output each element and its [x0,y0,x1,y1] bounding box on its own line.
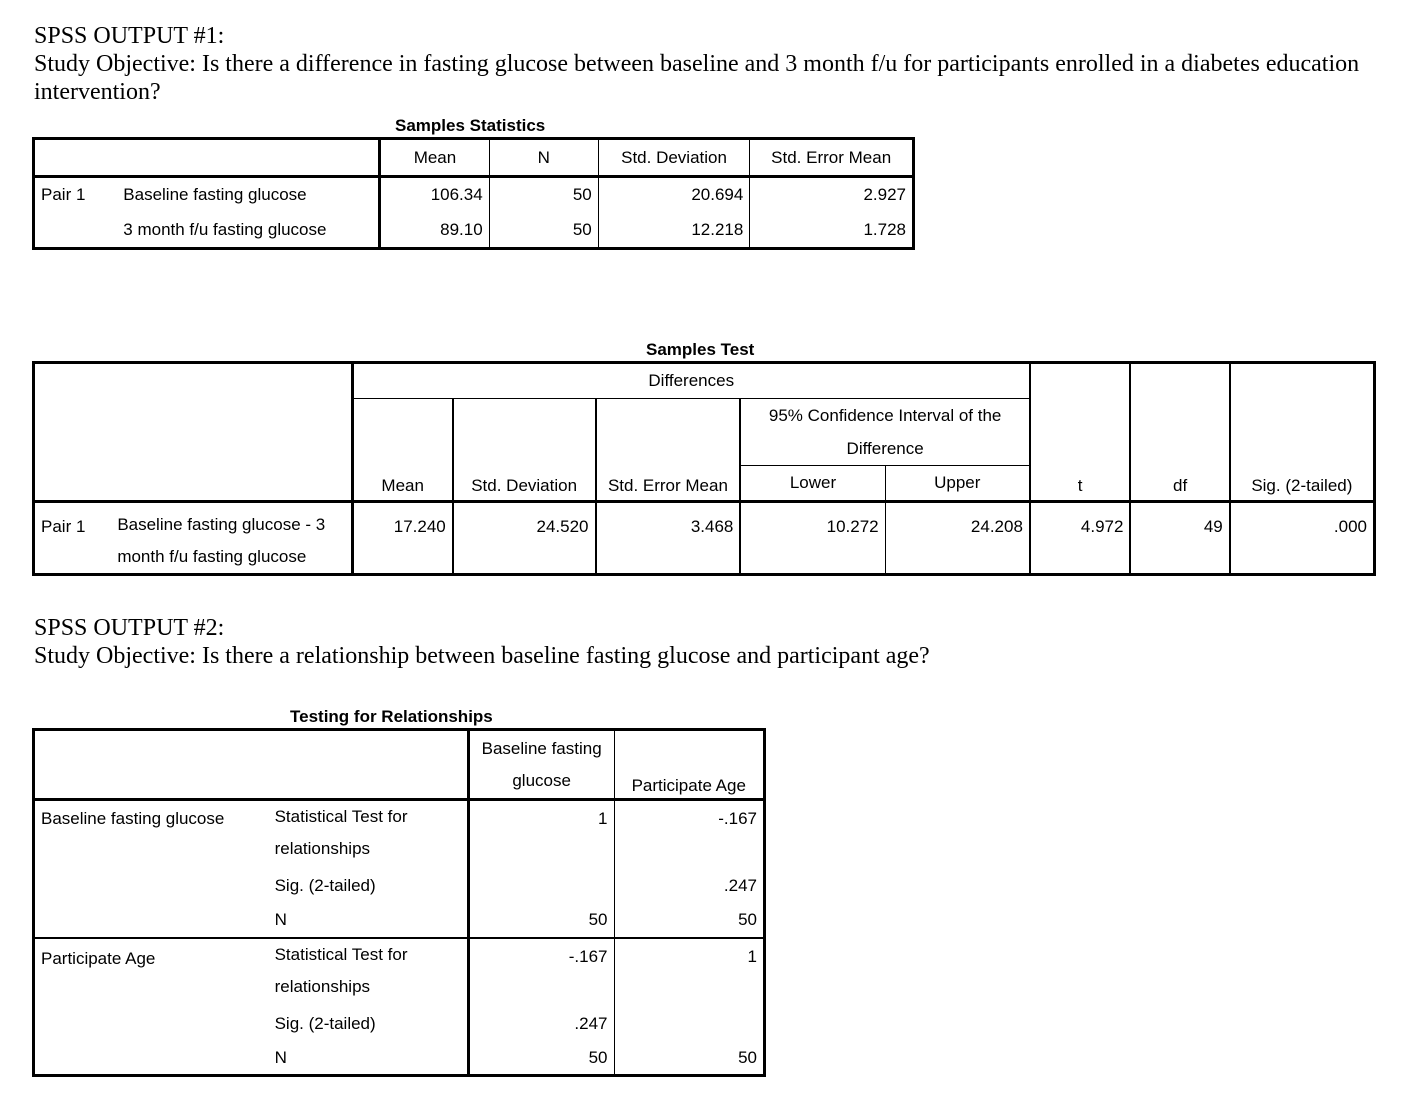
cell-mean: 17.240 [393,517,446,536]
cell-n: 50 [489,177,598,213]
header-std-deviation [453,399,596,502]
header-col1-line1: Baseline fasting [481,738,602,758]
header-baseline-fasting-glucose [468,730,614,800]
output1-objective-line2: intervention? [34,79,161,105]
cell-value [468,868,614,904]
cell-value: 50 [588,1047,608,1067]
ci-header-line2: Difference [846,439,924,458]
cell-n: 50 [489,213,598,249]
row-label-line1: Baseline fasting glucose - 3 [117,515,326,534]
header-col1-line2: glucose [512,770,571,790]
cell-sem: 1.728 [750,213,914,249]
output2-heading: SPSS OUTPUT #2: [34,615,225,641]
relationships-title: Testing for Relationships [290,707,493,726]
output1-heading: SPSS OUTPUT #1: [34,23,225,49]
cell-upper: 24.208 [885,502,1030,575]
samples-statistics-title: Samples Statistics [395,116,546,135]
header-mean: Mean [380,139,489,177]
cell-mean: 106.34 [430,185,483,205]
row-label: 3 month f/u fasting glucose [109,213,379,249]
header-mean-label: Mean [381,476,424,495]
row-label [109,502,352,575]
differences-header: Differences [352,363,1030,399]
header-lower: Lower [740,466,885,502]
stat-label-line1: Statistical Test for [274,944,408,964]
cell-mean: 89.10 [440,219,483,239]
pair-label: Pair 1 [41,517,86,536]
header-mean [352,399,453,502]
cell-sem: 3.468 [596,502,741,575]
sig-label: Sig. (2-tailed) [269,1006,469,1042]
n-label: N [269,904,469,938]
pair-label: Pair 1 [41,185,86,205]
header-df-label: df [1172,476,1188,495]
group-label: Participate Age [34,938,269,1076]
row-label: Baseline fasting glucose [109,177,379,213]
header-std-error-mean-label: Std. Error Mean [607,476,728,495]
header-std-deviation: Std. Deviation [598,139,750,177]
cell-value: .247 [574,1013,608,1033]
relationships-table [32,728,766,1077]
cell-sem: 2.927 [750,177,914,213]
cell-value: 1 [598,809,608,828]
cell-df: 49 [1130,502,1229,575]
ci-header [740,399,1030,466]
stat-label-line2: relationships [274,976,371,996]
header-participate-age: Participate Age [614,730,764,800]
cell-sd: 20.694 [598,177,750,213]
table-row [34,177,914,213]
output1-objective-line1: Study Objective: Is there a difference in fasting glucose between baseline and 3 month f/u for participants enrolled in a diabetes education [34,51,1360,77]
cell-value: 50 [468,904,614,938]
stat-label [269,938,469,1006]
sig-label: Sig. (2-tailed) [269,868,469,904]
cell-sd: 12.218 [598,213,750,249]
samples-statistics-table [32,137,915,250]
header-std-error-mean: Std. Error Mean [750,139,914,177]
cell-sig: .000 [1230,502,1375,575]
table-row [34,502,1375,575]
table-header-row [34,139,914,177]
stat-label-line2: relationships [274,839,371,858]
cell-t: 4.972 [1030,502,1131,575]
header-sig [1230,363,1375,502]
stat-label [269,800,469,868]
cell-lower: 10.272 [740,502,885,575]
header-std-deviation-label: Std. Deviation [471,476,578,495]
cell-value: 50 [614,1042,764,1076]
header-std-error-mean [596,399,741,502]
cell-sd: 24.520 [453,502,596,575]
header-upper: Upper [885,466,1030,502]
header-t [1030,363,1131,502]
row-label-line2: month f/u fasting glucose [117,547,307,566]
samples-test-table [32,361,1376,576]
cell-value: .247 [614,868,764,904]
header-df [1130,363,1229,502]
cell-value: 1 [614,938,764,1006]
table-row [34,213,914,249]
cell-value [614,1006,764,1042]
n-label: N [269,1042,469,1076]
samples-test-title: Samples Test [646,340,755,359]
ci-header-line1: 95% Confidence Interval of the [768,406,1002,425]
header-n: N [489,139,598,177]
header-t-label: t [1077,476,1083,495]
stat-label-line1: Statistical Test for [274,807,408,826]
header-sig-label: Sig. (2-tailed) [1251,476,1353,495]
cell-value: 50 [614,904,764,938]
cell-value: -.167 [614,800,764,868]
table-row [34,800,765,868]
cell-value: -.167 [568,946,608,966]
group-label: Baseline fasting glucose [41,809,225,828]
table-row [34,938,765,1006]
output2-objective: Study Objective: Is there a relationship between baseline fasting glucose and participant age? [34,643,930,669]
